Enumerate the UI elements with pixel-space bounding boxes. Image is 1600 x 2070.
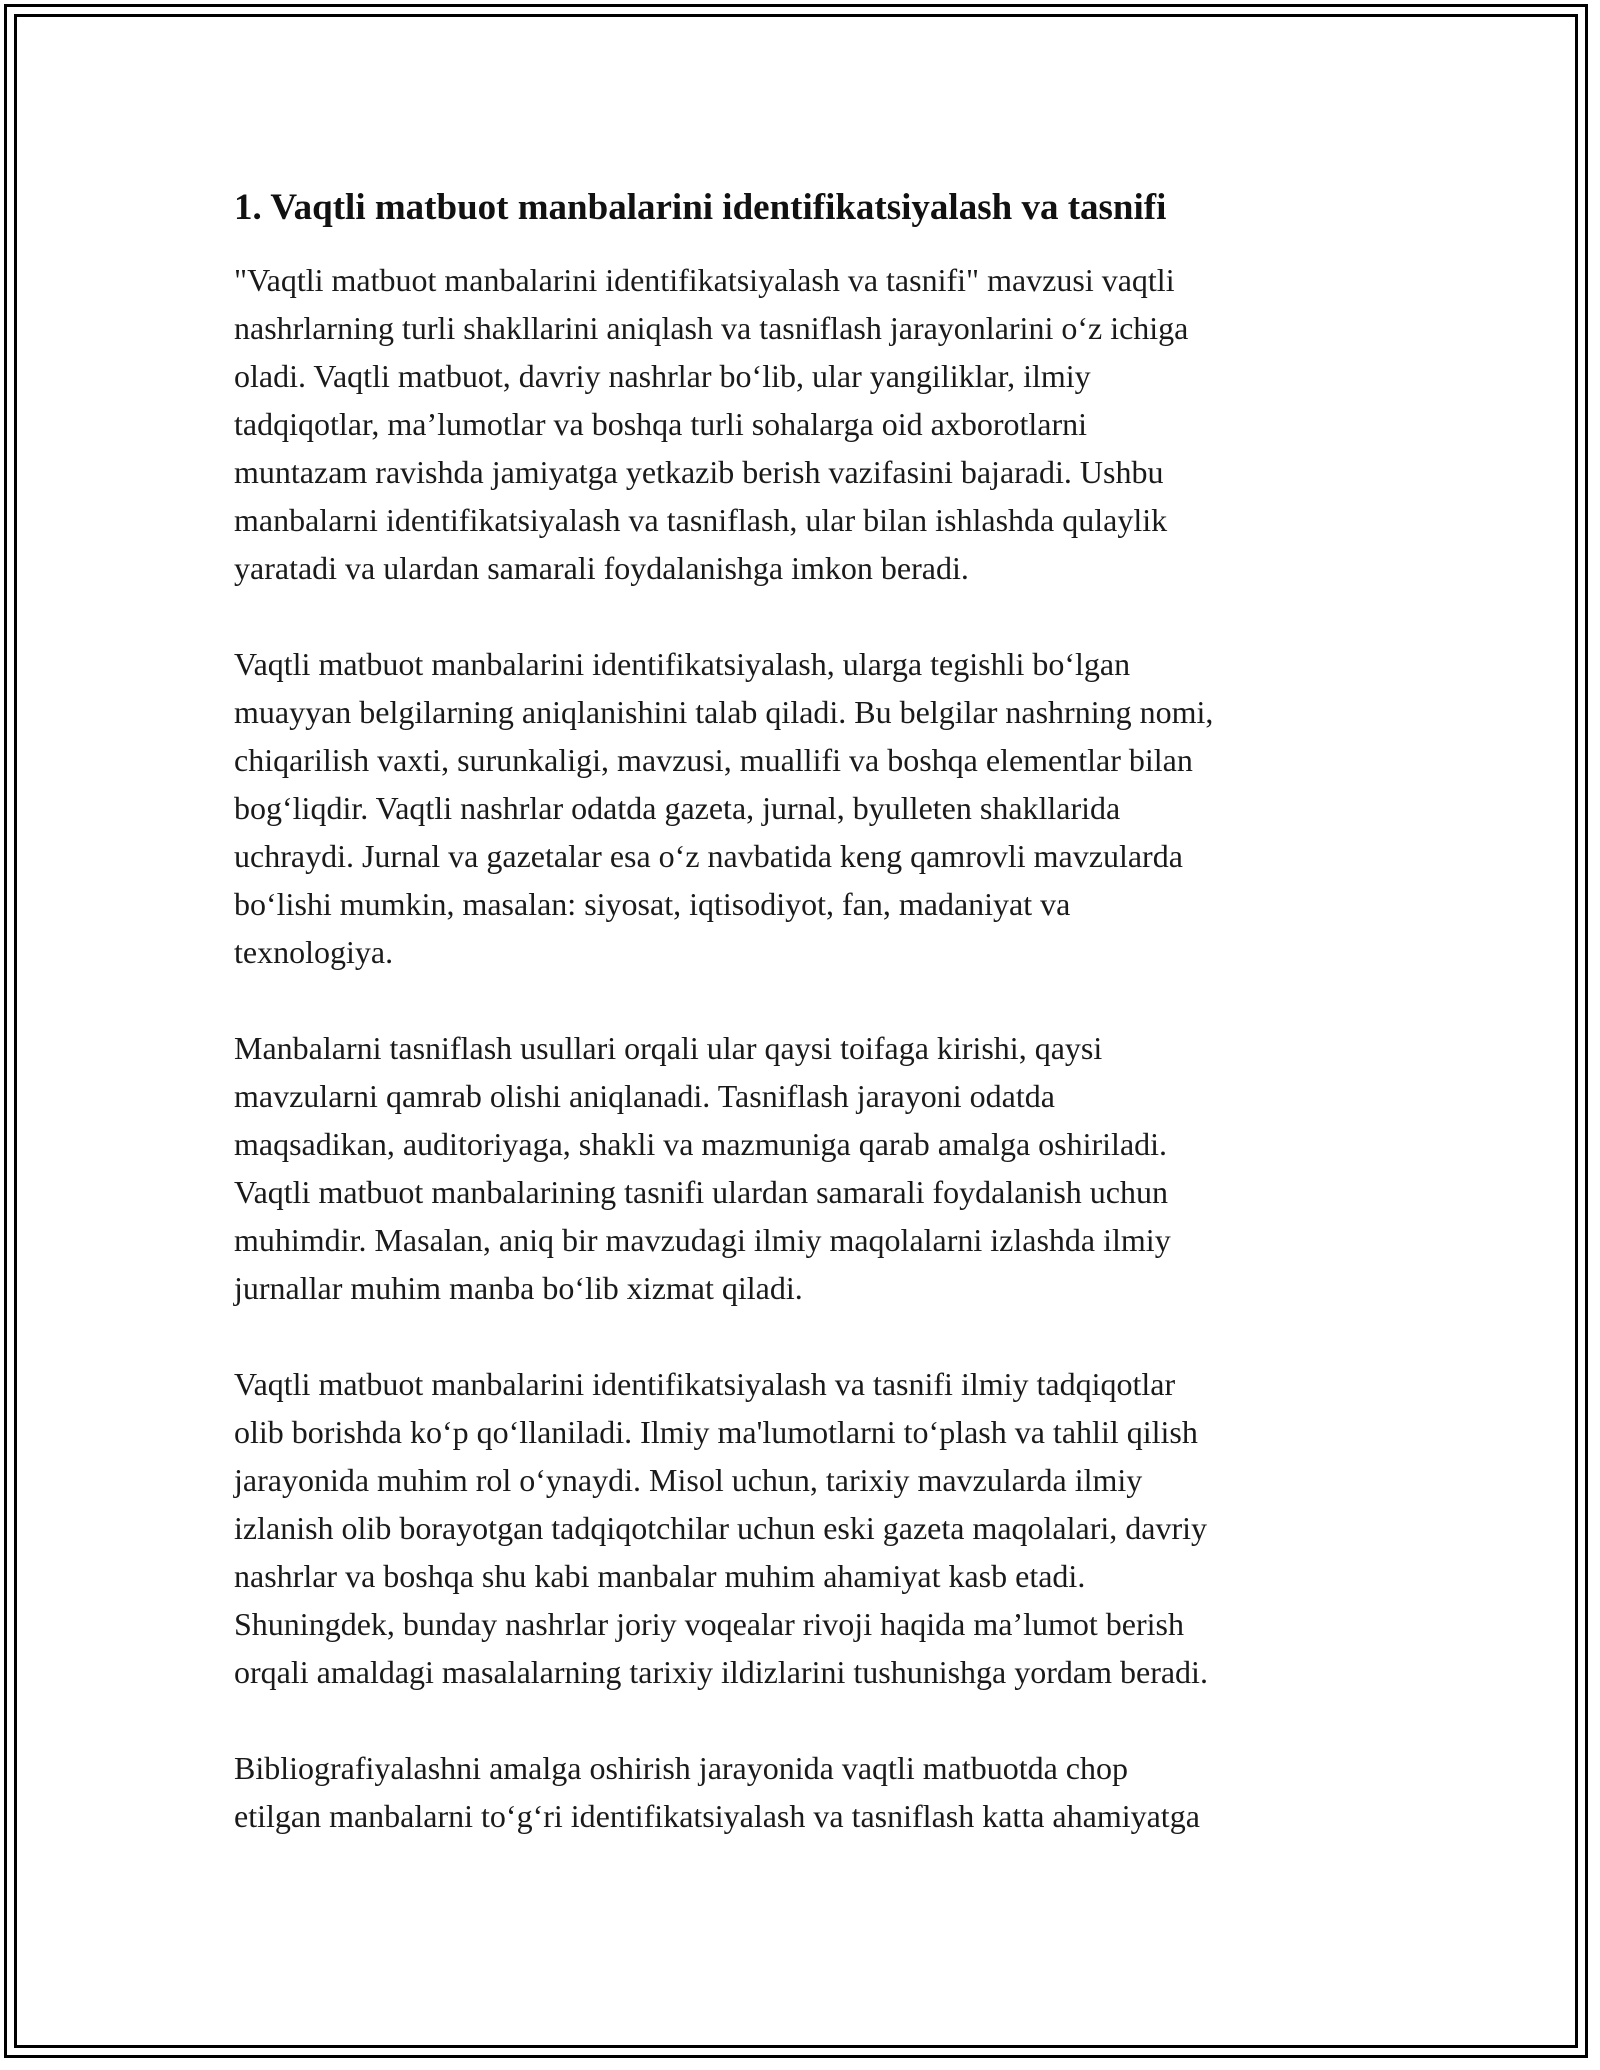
- text-line: nashrlar va boshqa shu kabi manbalar muhim ahamiyat kasb etadi.: [234, 1558, 1086, 1594]
- text-line: Vaqtli matbuot manbalarining tasnifi ulardan samarali foydalanish uchun: [234, 1174, 1168, 1210]
- text-line: Bibliografiyalashni amalga oshirish jarayonida vaqtli matbuotda chop: [234, 1750, 1128, 1786]
- text-line: mavzularni qamrab olishi aniqlanadi. Tasniflash jarayoni odatda: [234, 1078, 1055, 1114]
- text-line: tadqiqotlar, ma’lumotlar va boshqa turli sohalarga oid axborotlarni: [234, 406, 1088, 442]
- text-line: Shuningdek, bunday nashrlar joriy voqealar rivoji haqida ma’lumot berish: [234, 1606, 1184, 1642]
- paragraph-2: [234, 640, 1394, 976]
- text-line: Manbalarni tasniflash usullari orqali ular qaysi toifaga kirishi, qaysi: [234, 1030, 1103, 1066]
- document-body: [234, 186, 1394, 1888]
- paragraph-5: [234, 1744, 1394, 1840]
- text-line: muayyan belgilarning aniqlanishini talab qiladi. Bu belgilar nashrning nomi,: [234, 694, 1214, 730]
- text-line: texnologiya.: [234, 934, 394, 970]
- text-line: muhimdir. Masalan, aniq bir mavzudagi ilmiy maqolalarni izlashda ilmiy: [234, 1222, 1171, 1258]
- text-line: jarayonida muhim rol o‘ynaydi. Misol uchun, tarixiy mavzularda ilmiy: [234, 1462, 1143, 1498]
- text-line: etilgan manbalarni to‘g‘ri identifikatsiyalash va tasniflash katta ahamiyatga: [234, 1798, 1200, 1834]
- text-line: Vaqtli matbuot manbalarini identifikatsiyalash va tasnifi ilmiy tadqiqotlar: [234, 1366, 1176, 1402]
- text-line: jurnallar muhim manba bo‘lib xizmat qiladi.: [234, 1270, 803, 1306]
- text-line: yaratadi va ulardan samarali foydalanishga imkon beradi.: [234, 550, 969, 586]
- text-line: nashrlarning turli shakllarini aniqlash va tasniflash jarayonlarini o‘z ichiga: [234, 310, 1189, 346]
- section-title: 1. Vaqtli matbuot manbalarini identifikatsiyalash va tasnifi: [234, 187, 1167, 228]
- text-line: "Vaqtli matbuot manbalarini identifikatsiyalash va tasnifi" mavzusi vaqtli: [234, 262, 1175, 298]
- text-line: izlanish olib borayotgan tadqiqotchilar uchun eski gazeta maqolalari, davriy: [234, 1510, 1208, 1546]
- text-line: bog‘liqdir. Vaqtli nashrlar odatda gazeta, jurnal, byulleten shakllarida: [234, 790, 1121, 826]
- paragraph-1: [234, 256, 1394, 592]
- paragraph-4: [234, 1360, 1394, 1696]
- text-line: oladi. Vaqtli matbuot, davriy nashrlar bo‘lib, ular yangiliklar, ilmiy: [234, 358, 1091, 394]
- text-line: uchraydi. Jurnal va gazetalar esa o‘z navbatida keng qamrovli mavzularda: [234, 838, 1183, 874]
- text-line: olib borishda ko‘p qo‘llaniladi. Ilmiy ma'lumotlarni to‘plash va tahlil qilish: [234, 1414, 1198, 1450]
- text-line: maqsadikan, auditoriyaga, shakli va mazmuniga qarab amalga oshiriladi.: [234, 1126, 1168, 1162]
- text-line: muntazam ravishda jamiyatga yetkazib berish vazifasini bajaradi. Ushbu: [234, 454, 1164, 490]
- text-line: Vaqtli matbuot manbalarini identifikatsiyalash, ularga tegishli bo‘lgan: [234, 646, 1131, 682]
- text-line: manbalarni identifikatsiyalash va tasniflash, ular bilan ishlashda qulaylik: [234, 502, 1168, 538]
- text-line: orqali amaldagi masalalarning tarixiy ildizlarini tushunishga yordam beradi.: [234, 1654, 1208, 1690]
- text-line: chiqarilish vaxti, surunkaligi, mavzusi, muallifi va boshqa elementlar bilan: [234, 742, 1193, 778]
- paragraph-3: [234, 1024, 1394, 1312]
- text-line: bo‘lishi mumkin, masalan: siyosat, iqtisodiyot, fan, madaniyat va: [234, 886, 1071, 922]
